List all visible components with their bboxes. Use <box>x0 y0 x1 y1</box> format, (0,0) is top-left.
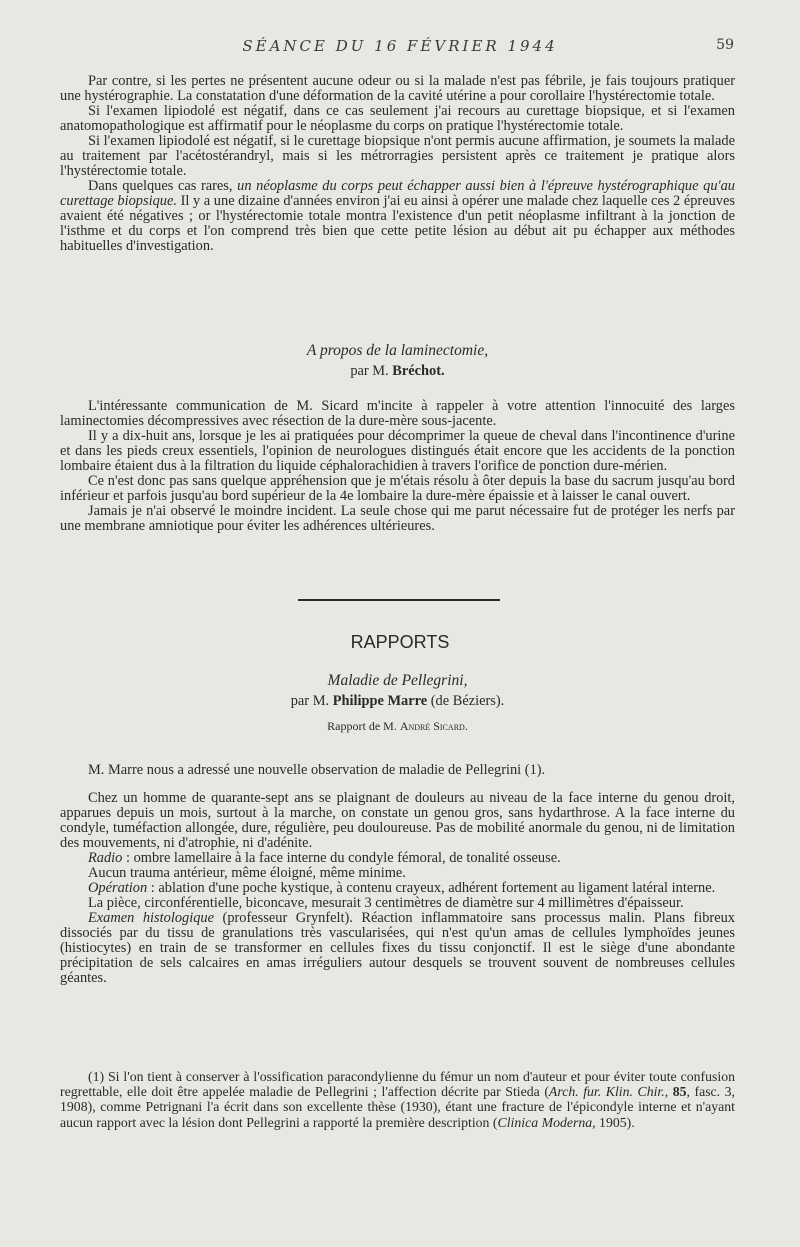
paragraph: L'intéressante communication de M. Sicard m'incite à rappeler à votre attention l'innocuité des larges laminectomies décompressives avec résection de la dure-mère sous-jacente. <box>60 398 735 429</box>
paragraph: Si l'examen lipiodolé est négatif, dans ce cas seulement j'ai recours au curettage biopsique, et si l'examen anatomopathologique est affirmatif pour le néoplasme du corps on pratique l'hystérectomie totale. <box>60 103 735 134</box>
intro-block <box>60 74 735 254</box>
paragraph: Chez un homme de quarante-sept ans se plaignant de douleurs au niveau de la face interne du genou droit, apparues depuis un mois, surtout à la marche, on constate un genou gros, sans hydarthrose. A la face interne du condyle, tuméfaction allongée, dure, régulière, peu douloureuse. Pas de mobilité anormale du genou, ni de limitation des mouvements, ni d'atrophie, ni d'adénite. <box>60 790 735 851</box>
paragraph: Si l'examen lipiodolé est négatif, si le curettage biopsique n'ont permis aucune affirmation, je soumets la malade au traitement par l'acétostérandryl, mais si les métrorragies persistent après ce traitement je pratique alors l'hystérectomie totale. <box>60 133 735 179</box>
section-byline: par M. Philippe Marre (de Béziers). <box>290 693 505 709</box>
author-name: Philippe Marre <box>332 693 428 709</box>
emphasis: un néoplasme du corps peut échapper aussi bien à l'épreuve hystérographique qu'au curettage biopsique. <box>60 178 735 209</box>
author-name: Bréchot. <box>392 363 445 379</box>
paragraph: La pièce, circonférentielle, biconcave, mesurait 3 centimètres de diamètre sur 4 millimètres d'épaisseur. <box>88 895 684 911</box>
paragraph: Il y a dix-huit ans, lorsque je les ai pratiquées pour décomprimer la queue de cheval dans l'incontinence d'urine et dans les pieds creux essentiels, l'opinion de neurologues distingués était encore que les accidents de la ponction lombaire étaient dus à la filtration du liquide céphalorachidien à travers l'orifice de ponction dure-mérien. <box>60 428 735 474</box>
section-divider <box>298 599 500 601</box>
section-title: A propos de la laminectomie, <box>306 342 489 359</box>
section-pellegrini-body <box>60 791 735 986</box>
page-number: 59 <box>716 37 734 53</box>
paragraph: Radio : ombre lamellaire à la face interne du condyle fémoral, de tonalité osseuse. <box>88 850 561 866</box>
section-pellegrini-heading <box>60 673 735 734</box>
paragraph: M. Marre nous a adressé une nouvelle observation de maladie de Pellegrini (1). <box>88 762 546 778</box>
paragraph: Ce n'est donc pas sans quelque appréhension que je m'étais résolu à ôter depuis la base du sacrum jusqu'au bord inférieur et parfois jusqu'au bord supérieur de la 4e lombaire la dure-mère épaissie et à laisser le canal ouvert. <box>60 473 735 504</box>
paragraph: Par contre, si les pertes ne présentent aucune odeur ou si la malade n'est pas fébrile, je fais toujours pratiquer une hystérographie. La constatation d'une déformation de la cavité utérine a pour corollaire l'hystérectomie totale. <box>60 73 735 104</box>
running-header: SÉANCE DU 16 FÉVRIER 1944 <box>242 37 558 55</box>
section-laminectomie-body <box>60 399 735 534</box>
footnote <box>60 1069 735 1130</box>
section-title: Maladie de Pellegrini, <box>327 672 468 689</box>
section-laminectomie-heading <box>60 343 735 379</box>
section-pellegrini-lead <box>60 763 735 778</box>
rapports-heading: RAPPORTS <box>350 632 450 652</box>
section-byline: par M. Bréchot. <box>350 363 445 379</box>
paragraph: Dans quelques cas rares, un néoplasme du corps peut échapper aussi bien à l'épreuve hystérographique qu'au curettage biopsique. Il y a une dizaine d'années environ j'ai eu ainsi à opérer une malade chez laquelle ces 2 épreuves avaient été négatives ; or l'hystérectomie totale montra l'existence d'un petit néoplasme infiltrant à la jonction de l'isthme et du corps et l'on comprend très bien que cette petite lésion au début ait pu échapper aux méthodes habituelles d'investigation. <box>60 178 735 254</box>
paragraph: Opération : ablation d'une poche kystique, à contenu crayeux, adhérent fortement au ligament latéral interne. <box>88 880 716 896</box>
reporter-line: Rapport de M. André Sicard. <box>327 719 468 733</box>
paragraph: Examen histologique (professeur Grynfelt). Réaction inflammatoire sans processus malin. Plans fibreux dissociés par du tissu de granulations très vascularisées, qui n'est qu'un amas de cellules lymphoïdes jeunes (histiocytes) en train de se transformer en cellules fixes du tissu conjonctif. Il est le siège d'une abondante précipitation de sels calcaires en amas irréguliers autour desquels se trouvent souvent de nombreuses cellules géantes. <box>60 910 735 986</box>
footnote-text: (1) Si l'on tient à conserver à l'ossification paracondylienne du fémur un nom d'auteur et pour éviter toute confusion regrettable, elle doit être appelée maladie de Pellegrini ; l'affection décrite par Stieda (Arch. fur. Klin. Chir., 85, fasc. 3, 1908), comme Petrignani l'a écrit dans son excellente thèse (1930), étant une fracture de l'épicondyle interne et n'ayant aucun rapport avec la lésion dont Pellegrini a rapporté la première description (Clinica Moderna, 1905). <box>60 1069 736 1130</box>
paragraph: Jamais je n'ai observé le moindre incident. La seule chose qui me parut nécessaire fut de protéger les nerfs par une membrane amniotique pour éviter les adhérences ultérieures. <box>60 503 735 534</box>
paragraph: Aucun trauma antérieur, même éloigné, même minime. <box>88 865 406 881</box>
